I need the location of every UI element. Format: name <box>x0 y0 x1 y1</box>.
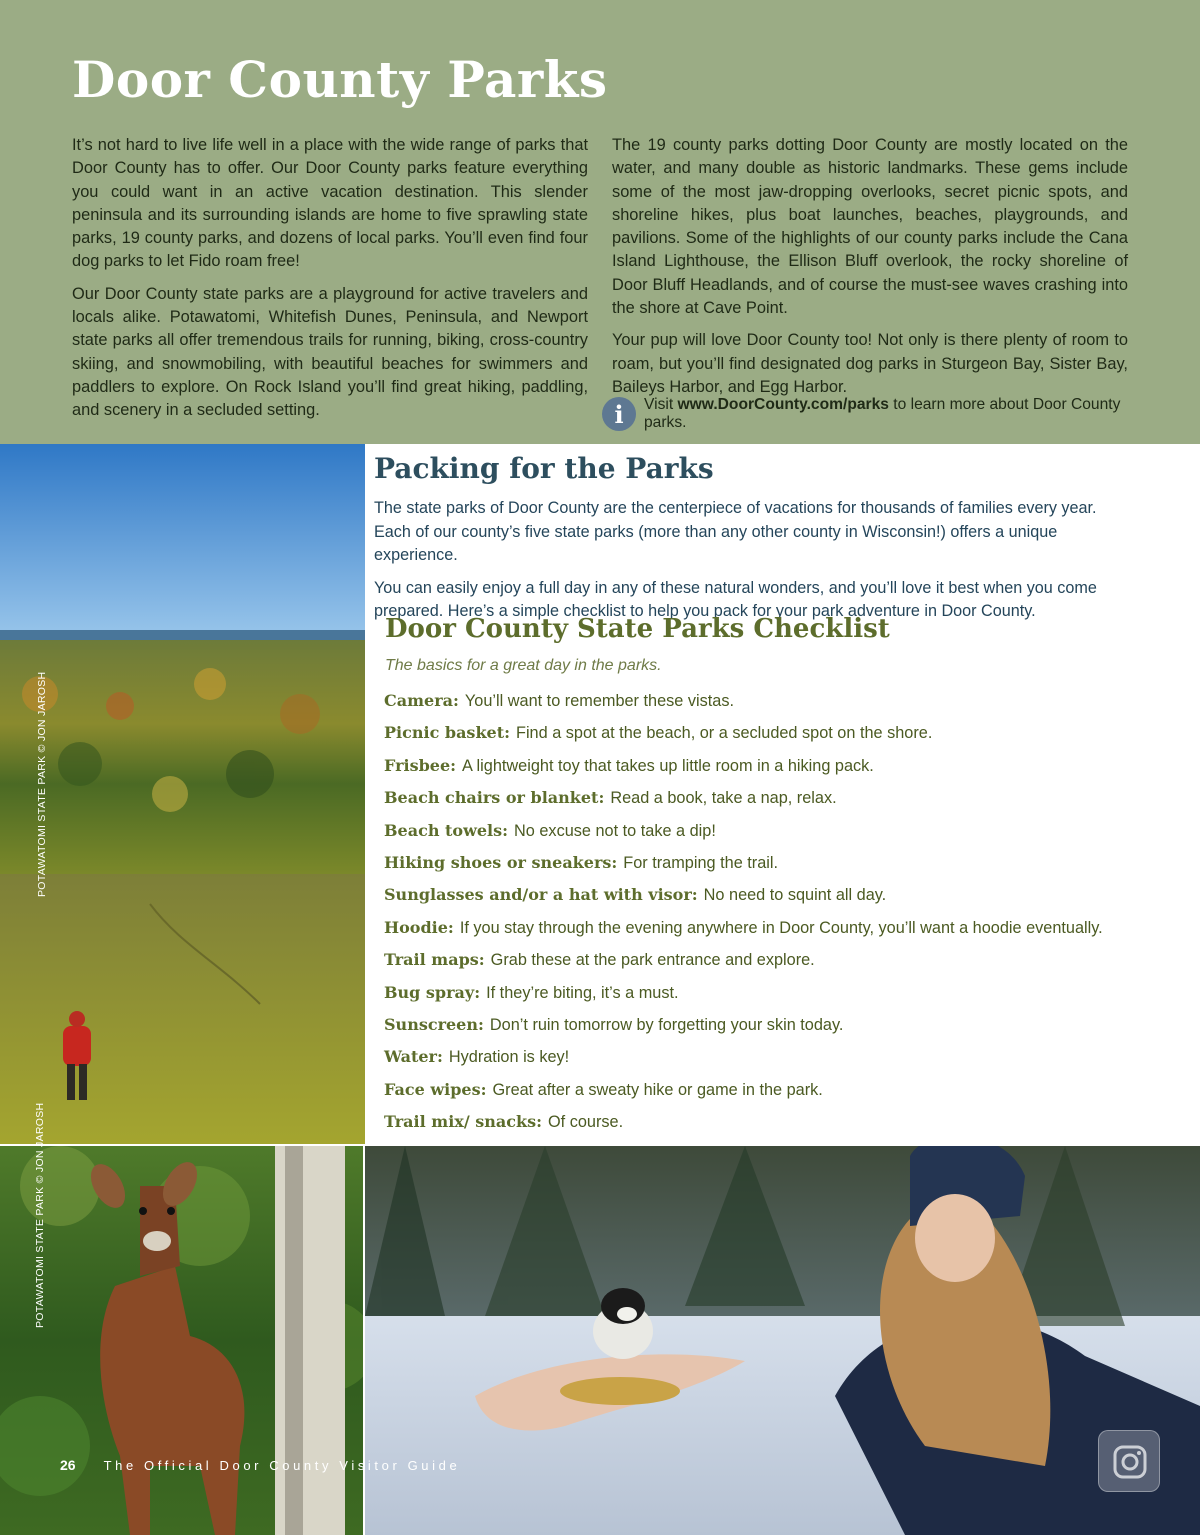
intro-paragraph: It’s not hard to live life well in a place with the wide range of parks that Door County has to offer. Our Door County parks feature everything you could want in an active vacation destination. This slender peninsula and its surrounding islands are home to five sprawling state parks, 19 county parks, and dozens of local parks. You’ll even find four dog parks to let Fido roam free! <box>72 136 588 271</box>
checklist-item <box>384 945 1184 977</box>
intro-paragraph: Our Door County state parks are a playground for active travelers and locals alike. Potawatomi, Whitefish Dunes, Peninsula, and Newport state parks all offer tremendous trails for running, biking, cross-country skiing, and snowmobiling, with beautiful beaches for swimmers and paddlers to explore. On Rock Island you’ll find great hiking, paddling, and scenery in a secluded setting. <box>72 284 588 420</box>
checklist <box>384 686 1184 1139</box>
checklist-term: Water: <box>384 1047 443 1067</box>
checklist-item <box>384 913 1184 945</box>
checklist-item <box>384 783 1184 815</box>
checklist-item <box>384 751 1184 783</box>
parks-link[interactable]: www.DoorCounty.com/parks <box>677 396 889 413</box>
checklist-term: Trail maps: <box>384 950 485 970</box>
checklist-subtitle: The basics for a great day in the parks. <box>385 657 662 674</box>
intro-banner <box>0 0 1200 444</box>
more-info-line <box>602 396 1162 432</box>
info-prefix: Visit <box>644 396 674 413</box>
checklist-desc: A lightweight toy that takes up little room in a hiking pack. <box>462 756 874 775</box>
packing-paragraph: You can easily enjoy a full day in any of these natural wonders, and you’ll love it best when you come prepared. Here’s a simple checklist to help you pack for your park adventure in Door County. <box>374 578 1097 620</box>
checklist-item <box>384 880 1184 912</box>
checklist-item <box>384 978 1184 1010</box>
deer-photo-credit: POTAWATOMI STATE PARK © JON JAROSH <box>34 1102 46 1328</box>
checklist-item <box>384 718 1184 750</box>
checklist-desc: Hydration is key! <box>448 1048 570 1067</box>
checklist-term: Hiking shoes or sneakers: <box>384 852 618 872</box>
info-icon: i <box>602 397 636 431</box>
intro-paragraph: Your pup will love Door County too! Not only is there plenty of room to roam, but you’ll find designated dog parks in Sturgeon Bay, Sister Bay, Baileys Harbor, and Egg Harbor. <box>612 331 1128 396</box>
checklist-desc: If they’re biting, it’s a must. <box>486 983 679 1002</box>
checklist-title: Door County State Parks Checklist <box>385 614 890 644</box>
checklist-desc: Great after a sweaty hike or game in the park. <box>492 1080 823 1099</box>
checklist-desc: Of course. <box>547 1113 624 1132</box>
checklist-item <box>384 1075 1184 1107</box>
checklist-desc: Don’t ruin tomorrow by forgetting your skin today. <box>489 1015 844 1034</box>
checklist-term: Sunscreen: <box>384 1014 484 1034</box>
page-number: 26 <box>60 1457 76 1473</box>
checklist-term: Picnic basket: <box>384 723 510 743</box>
guide-title: The Official Door County Visitor Guide <box>103 1457 461 1473</box>
checklist-term: Frisbee: <box>384 755 457 775</box>
landscape-photo <box>0 444 365 1144</box>
deer-photo <box>0 1146 363 1535</box>
checklist-item <box>384 686 1184 718</box>
checklist-item <box>384 848 1184 880</box>
packing-paragraph: The state parks of Door County are the centerpiece of vacations for thousands of families every year. Each of our county’s five state parks (more than any other county in Wisconsin!) offers a unique experience. <box>374 499 1097 564</box>
checklist-term: Sunglasses and/or a hat with visor: <box>384 885 698 905</box>
info-suffix: to learn more about Door County parks. <box>644 396 1121 431</box>
checklist-desc: Read a book, take a nap, relax. <box>610 789 837 808</box>
checklist-term: Beach chairs or blanket: <box>384 788 605 808</box>
checklist-desc: No excuse not to take a dip! <box>514 821 716 840</box>
checklist-term: Bug spray: <box>384 982 481 1002</box>
checklist-term: Camera: <box>384 691 459 710</box>
checklist-term: Face wipes: <box>384 1079 487 1099</box>
checklist-term: Beach towels: <box>384 820 509 840</box>
checklist-desc: For tramping the trail. <box>623 853 779 872</box>
intro-left-column <box>72 134 588 432</box>
checklist-desc: You’ll want to remember these vistas. <box>464 692 734 710</box>
checklist-desc: If you stay through the evening anywhere in Door County, you’ll want a hoodie eventually. <box>459 918 1103 937</box>
checklist-desc: No need to squint all day. <box>703 886 887 905</box>
packing-body <box>374 497 1130 633</box>
checklist-term: Hoodie: <box>384 917 454 937</box>
checklist-item <box>384 1042 1184 1074</box>
info-text <box>644 396 1162 432</box>
checklist-item <box>384 1010 1184 1042</box>
intro-right-column <box>612 134 1128 408</box>
page-title: Door County Parks <box>72 50 608 109</box>
checklist-desc: Grab these at the park entrance and explore. <box>490 951 815 970</box>
checklist-item <box>384 1107 1184 1139</box>
intro-paragraph: The 19 county parks dotting Door County are mostly located on the water, and many double as historic landmarks. These gems include some of the most jaw-dropping overlooks, secret picnic spots, and shoreline hikes, plus boat launches, beaches, playgrounds, and pavilions. Some of the highlights of our county parks include the Cana Island Lighthouse, the Ellison Bluff overlook, the rocky shoreline of Door Bluff Headlands, and of course the must-see waves crashing into the shore at Cave Point. <box>612 136 1128 318</box>
page-footer <box>60 1457 460 1473</box>
checklist-desc: Find a spot at the beach, or a secluded spot on the shore. <box>516 724 933 743</box>
camera-icon <box>1098 1430 1160 1492</box>
packing-title: Packing for the Parks <box>374 452 714 485</box>
landscape-photo-credit: POTAWATOMI STATE PARK © JON JAROSH <box>36 671 48 897</box>
chickadee-photo <box>365 1146 1200 1535</box>
checklist-item <box>384 816 1184 848</box>
checklist-term: Trail mix/ snacks: <box>384 1112 542 1132</box>
